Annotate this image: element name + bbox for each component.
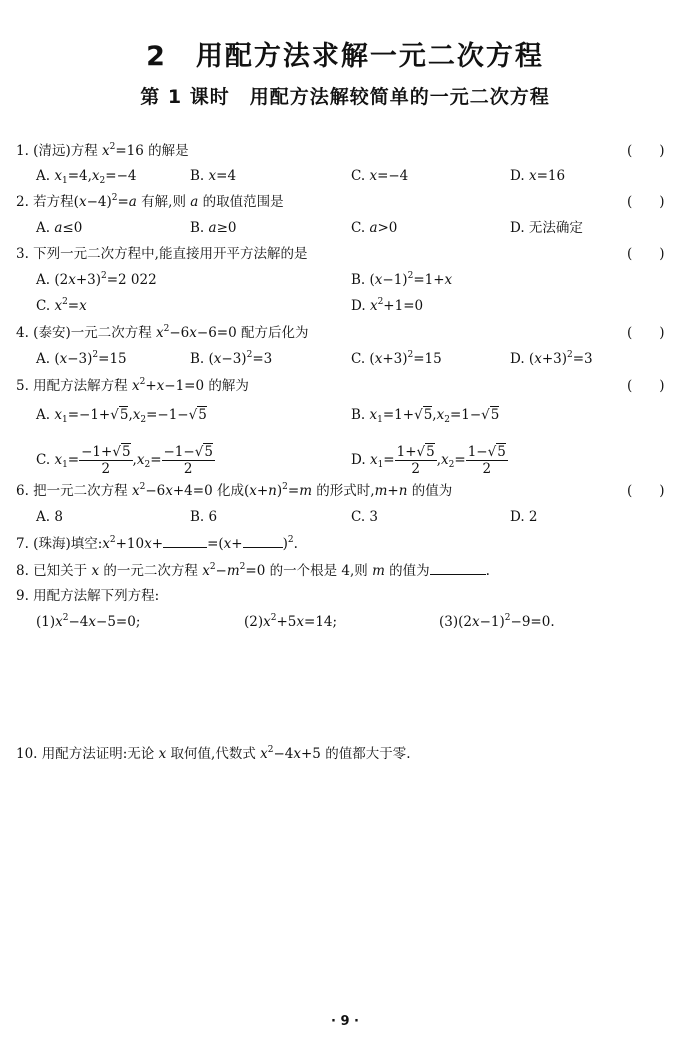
question-1 bbox=[0, 141, 690, 161]
question-9-parts bbox=[0, 612, 690, 632]
question-4-stem: 4. (泰安)一元二次方程 $x^2-6x-6=0$ 配方后化为 bbox=[16, 324, 309, 341]
option-a: A. a≤0 bbox=[36, 220, 83, 236]
question-8 bbox=[0, 560, 690, 580]
question-3 bbox=[0, 244, 690, 264]
question-9-part-1: $(1)x^2-4x-5=0$; bbox=[36, 613, 141, 630]
option-d: D. $(x+3)^2=3$ bbox=[510, 350, 593, 367]
option-b: B. $(x-3)^2=3$ bbox=[190, 350, 273, 367]
question-10 bbox=[0, 744, 690, 764]
question-3-options-cd bbox=[0, 296, 690, 316]
answer-paren: ( ) bbox=[627, 325, 665, 341]
option-c: C. $(x+3)^2=15$ bbox=[351, 350, 442, 367]
option-d: D. $x_1=$ $\frac{1+√5}{2}$ $,x_2=$ $\frac{1-√5}{2}$ bbox=[351, 444, 506, 477]
question-6-stem: 6. 把一元二次方程 $x^2-6x+4=0$ 化成$(x+n)^2=m$ 的形式时,m+n 的值为 bbox=[16, 482, 453, 499]
fill-blank[interactable] bbox=[430, 560, 486, 575]
question-4-options bbox=[0, 349, 690, 369]
page-number: · 9 · bbox=[331, 1014, 359, 1029]
option-d: D. 2 bbox=[510, 509, 538, 525]
question-4 bbox=[0, 323, 690, 343]
question-7 bbox=[0, 533, 690, 553]
question-9-part-2: $(2)x^2+5x=14$; bbox=[244, 613, 338, 630]
fill-blank[interactable] bbox=[163, 533, 207, 548]
answer-paren: ( ) bbox=[627, 194, 665, 210]
question-10-stem: 10. 用配方法证明:无论 x 取何值,代数式 $x^2-4x+5$ 的值都大于零. bbox=[16, 745, 411, 762]
question-6-options bbox=[0, 507, 690, 527]
question-1-options bbox=[0, 166, 690, 186]
question-9-part-3: $(3)(2x-1)^2-9=0$. bbox=[439, 613, 555, 630]
option-a: A. 8 bbox=[36, 509, 63, 525]
question-7-stem: 7. (珠海)填空$:x^2+10x+ =(x+ )^2$. bbox=[16, 535, 298, 552]
answer-paren: ( ) bbox=[627, 378, 665, 394]
page-subtitle: 第 1 课时 用配方法解较简单的一元二次方程 bbox=[140, 86, 550, 108]
option-d: D. 无法确定 bbox=[510, 220, 583, 236]
question-5-stem: 5. 用配方法解方程 $x^2+x-1=0$ 的解为 bbox=[16, 377, 249, 394]
option-d: D. $x^2+1=0$ bbox=[351, 297, 424, 314]
question-8-stem: 8. 已知关于 x 的一元二次方程 $x^2-m^2=0$ 的一个根是 4,则 m 的值为 . bbox=[16, 562, 490, 579]
option-b: B. 6 bbox=[190, 509, 218, 525]
answer-paren: ( ) bbox=[627, 143, 665, 159]
option-d: D. x=16 bbox=[510, 168, 566, 184]
page-title: 2 用配方法求解一元二次方程 bbox=[146, 41, 544, 72]
option-b: B. a≥0 bbox=[190, 220, 237, 236]
question-3-options-ab bbox=[0, 270, 690, 290]
question-5-options-ab bbox=[0, 405, 690, 425]
option-a: A. $(x-3)^2=15$ bbox=[36, 350, 127, 367]
option-c: C. $x_1=$ $\frac{-1+√5}{2}$ $,x_2=$ $\frac{-1-√5}{2}$ bbox=[36, 444, 213, 477]
option-b: B. $x_1=1+√5,x_2=1-√5$ bbox=[351, 407, 500, 425]
option-a: A. $x_1=-1+√5,x_2=-1-√5$ bbox=[36, 407, 207, 425]
question-6 bbox=[0, 481, 690, 501]
question-2-stem: 2. 若方程$(x-4)^2=a$ 有解,则 a 的取值范围是 bbox=[16, 193, 284, 210]
question-2 bbox=[0, 192, 690, 212]
question-5-options-cd bbox=[0, 444, 690, 477]
question-1-stem: 1. (清远)方程 $x^2=16$ 的解是 bbox=[16, 142, 189, 159]
option-c: C. $x^2=x$ bbox=[36, 297, 87, 314]
answer-paren: ( ) bbox=[627, 246, 665, 262]
question-3-stem: 3. 下列一元二次方程中,能直接用开平方法解的是 bbox=[16, 246, 308, 262]
option-c: C. a>0 bbox=[351, 220, 398, 236]
question-9 bbox=[0, 586, 690, 606]
fill-blank[interactable] bbox=[243, 533, 283, 548]
question-5 bbox=[0, 376, 690, 396]
option-c: C. 3 bbox=[351, 509, 379, 525]
option-b: B. $(x-1)^2=1+x$ bbox=[351, 271, 453, 288]
option-b: B. x=4 bbox=[190, 168, 237, 184]
option-a: A. $x_1=4,x_2=-4$ bbox=[36, 168, 137, 186]
answer-paren: ( ) bbox=[627, 483, 665, 499]
option-c: C. x=−4 bbox=[351, 168, 409, 184]
option-a: A. $(2x+3)^2=2$ 022 bbox=[36, 271, 157, 288]
question-9-stem: 9. 用配方法解下列方程: bbox=[16, 588, 160, 604]
question-2-options bbox=[0, 218, 690, 238]
